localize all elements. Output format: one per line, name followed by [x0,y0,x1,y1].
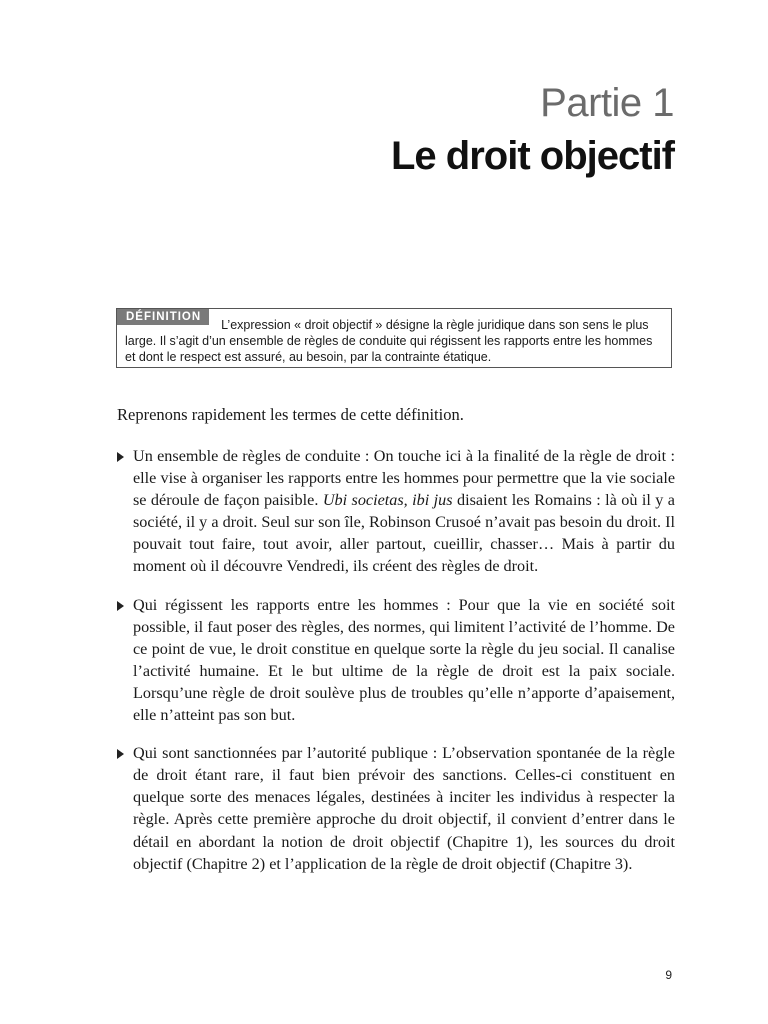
bullet-list [117,445,675,891]
definition-tag: DÉFINITION [117,309,209,325]
bullet-text-italic: Ubi societas, ibi jus [322,491,453,510]
page-number: 9 [665,968,672,982]
bullet-item [117,594,675,727]
triangle-bullet-icon [117,749,124,759]
bullet-text: Qui sont sanctionnées par l’autorité publique : L’observation spontanée de la règle de droit étant rare, il faut bien prévoir des sanctions. Celles-ci constituent en quelque sorte des menaces légales, destinées à inciter les individus à respecter la règle. Après cette première approche du droit objectif, il convient d’entrer dans le détail en abordant la notion de droit objectif (Chapitre 1), les sources du droit objectif (Chapitre 2) et l’application de la règle de droit objectif (Chapitre 3). [133,744,675,873]
part-title: Le droit objectif [391,134,674,178]
intro-paragraph: Reprenons rapidement les termes de cette définition. [117,405,464,424]
bullet-text: Un ensemble de règles de conduite : On touche ici à la finalité de la règle de droit : elle vise à organiser les rapports entre les hommes pour permettre que la vie sociale se déroule de façon paisible. [133,447,675,510]
part-header [391,80,674,180]
bullet-text: Qui régissent les rapports entre les hommes : Pour que la vie en société soit possible, il faut poser des règles, des normes, qui limitent l’activité de l’homme. De ce point de vue, le droit constitue en quelque sorte la règle du jeu social. Il canalise l’activité humaine. Et le but ultime de la règle de droit est la paix sociale. Lorsqu’une règle de droit soulève plus de troubles qu’elle n’apporte d’apaisement, elle n’atteint pas son but. [133,595,675,725]
bullet-text: disaient les Romains : là où il y a société, il y a droit. Seul sur son île, Robinson Crusoé n’avait pas besoin du droit. Il pouvait tout faire, tout avoir, aller partout, cueillir, chasser… Mais à partir du moment où il découvre Vendredi, ils créent des règles de droit. [133,491,675,576]
definition-text: L’expression « droit objectif » désigne la règle juridique dans son sens le plus large. Il s’agit d’un ensemble de règles de conduite qui régissent les rapports entre les hommes et dont le respect est assuré, au besoin, par la contrainte étatique. [125,318,653,364]
bullet-item [117,445,675,578]
bullet-item [117,742,675,875]
triangle-bullet-icon [117,452,124,462]
triangle-bullet-icon [117,601,124,611]
definition-box [116,308,672,368]
part-label: Partie 1 [540,81,674,125]
